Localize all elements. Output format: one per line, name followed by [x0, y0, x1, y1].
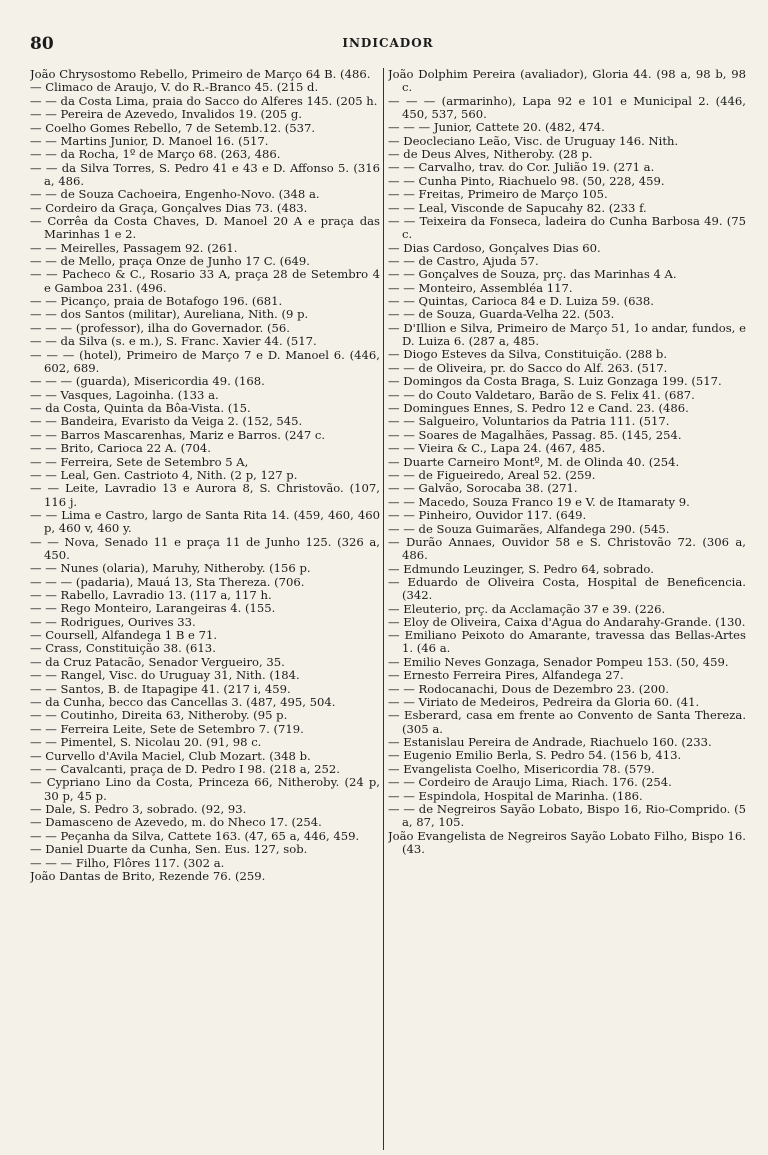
directory-entry: — — da Silva (s. e m.), S. Franc. Xavier 44. (517.: [30, 334, 317, 349]
directory-entry: — — dos Santos (militar), Aureliana, Nith. (9 p.: [30, 307, 309, 322]
directory-entry: — — de Mello, praça Onze de Junho 17 C. (649.: [30, 254, 310, 269]
directory-entry: — Diogo Esteves da Silva, Constituição. (288 b.: [388, 347, 668, 362]
directory-entry: — — Lima e Castro, largo de Santa Rita 14. (459, 460, 460 p, 460 v, 460 y.: [30, 507, 380, 536]
two-column-body: [30, 68, 746, 1147]
directory-entry: — — Cordeiro de Araujo Lima, Riach. 176. (254.: [388, 775, 672, 790]
directory-entry: — Ernesto Ferreira Pires, Alfandega 27.: [388, 668, 624, 683]
directory-entry: — Emilio Neves Gonzaga, Senador Pompeu 153. (50, 459.: [388, 654, 729, 669]
directory-entry: — de Deus Alves, Nitheroby. (28 p.: [388, 146, 593, 161]
directory-entry: — — Nunes (olaria), Maruhy, Nitheroby. (156 p.: [30, 561, 311, 576]
directory-entry: — — da Costa Lima, praia do Sacco do Alferes 145. (205 h.: [30, 93, 378, 108]
directory-entry: — — Picanço, praia de Botafogo 196. (681.: [30, 294, 283, 309]
directory-entry: — — — (hotel), Primeiro de Março 7 e D. Manoel 6. (446, 602, 689.: [30, 347, 380, 375]
directory-entry: — Eleuterio, prç. da Acclamação 37 e 39. (226.: [388, 601, 666, 616]
directory-entry: — — Leal, Gen. Castrioto 4, Nith. (2 p, 127 p.: [30, 467, 298, 482]
directory-entry: — Climaco de Araujo, V. do R.-Branco 45. (215 d.: [30, 80, 319, 95]
directory-entry: — — Freitas, Primeiro de Março 105.: [388, 187, 608, 202]
directory-entry: — — Rabello, Lavradio 13. (117 a, 117 h.: [30, 587, 272, 602]
directory-entry: — Crass, Constituição 38. (613.: [30, 641, 216, 656]
directory-entry: — — Barros Mascarenhas, Mariz e Barros. (247 c.: [30, 427, 326, 442]
directory-entry: — — Pereira de Azevedo, Invalidos 19. (205 g.: [30, 107, 302, 122]
directory-entry: — — Viriato de Medeiros, Pedreira da Gloria 60. (41.: [388, 695, 700, 710]
directory-entry: — — Rego Monteiro, Larangeiras 4. (155.: [30, 601, 276, 616]
directory-entry: — — de Negreiros Sayão Lobato, Bispo 16, Rio-Comprido. (5 a, 87, 105.: [388, 801, 746, 830]
directory-entry: — — do Couto Valdetaro, Barão de S. Felix 41. (687.: [388, 387, 695, 402]
directory-entry: — Coursell, Alfandega 1 B e 71.: [30, 628, 218, 643]
directory-entry: — Dale, S. Pedro 3, sobrado. (92, 93.: [30, 801, 247, 816]
directory-entry: — — de Souza Guimarães, Alfandega 290. (545.: [388, 521, 670, 536]
directory-entry: — — Quintas, Carioca 84 e D. Luiza 59. (638.: [388, 294, 654, 309]
directory-entry: — — Brito, Carioca 22 A. (704.: [30, 441, 211, 456]
directory-entry: — — de Castro, Ajuda 57.: [388, 253, 539, 268]
directory-entry: — Deocleciano Leão, Visc. de Uruguay 146. Nith.: [388, 133, 679, 148]
directory-entry: — — Peçanha da Silva, Cattete 163. (47, 65 a, 446, 459.: [30, 828, 360, 843]
directory-entry: — — Leite, Lavradio 13 e Aurora 8, S. Christovão. (107, 116 j.: [30, 481, 380, 509]
directory-entry: — — Espindola, Hospital de Marinha. (186.: [388, 788, 643, 803]
right-column: [388, 68, 746, 1147]
directory-entry: — — Bandeira, Evaristo da Veiga 2. (152, 545.: [30, 414, 303, 429]
column-divider: [383, 68, 384, 1150]
directory-entry: — Eloy de Oliveira, Caixa d'Agua do Andarahy-Grande. (130.: [388, 614, 746, 629]
directory-entry: — — Gonçalves de Souza, prç. das Marinhas 4 A.: [388, 267, 677, 282]
directory-entry: — — Coutinho, Direita 63, Nitheroby. (95 p.: [30, 708, 288, 723]
directory-entry: — Durão Annaes, Ouvidor 58 e S. Christovão 72. (306 a, 486.: [388, 534, 746, 563]
directory-entry: — — Teixeira da Fonseca, ladeira do Cunha Barbosa 49. (75 c.: [388, 213, 746, 242]
directory-entry: — Domingues Ennes, S. Pedro 12 e Cand. 23. (486.: [388, 401, 689, 416]
directory-entry: — Daniel Duarte da Cunha, Sen. Eus. 127, sob.: [30, 842, 308, 857]
directory-entry: — Cordeiro da Graça, Gonçalves Dias 73. (483.: [30, 200, 308, 215]
directory-entry: — — de Souza, Guarda-Velha 22. (503.: [388, 307, 615, 322]
directory-entry: — — — Filho, Flôres 117. (302 a.: [30, 855, 225, 870]
directory-entry: — — de Figueiredo, Areal 52. (259.: [388, 467, 596, 482]
directory-entry: — — Rodrigues, Ourives 33.: [30, 614, 196, 629]
running-title: INDICADOR: [342, 36, 434, 50]
directory-entry: — — Rangel, Visc. do Uruguay 31, Nith. (184.: [30, 668, 300, 683]
directory-entry: — — — Junior, Cattete 20. (482, 474.: [388, 120, 605, 135]
directory-entry: — — Pacheco & C., Rosario 33 A, praça 28 de Setembro 4 e Gamboa 231. (496.: [30, 267, 380, 295]
directory-entry: — — — (guarda), Misericordia 49. (168.: [30, 374, 265, 389]
directory-entry: — da Cruz Patacão, Senador Vergueiro, 35.: [30, 654, 285, 669]
directory-entry: João Chrysostomo Rebello, Primeiro de Março 64 B. (486.: [30, 68, 371, 81]
directory-entry: João Dantas de Brito, Rezende 76. (259.: [30, 868, 266, 883]
directory-entry: — Coelho Gomes Rebello, 7 de Setemb.12. (537.: [30, 120, 316, 135]
directory-entry: — — — (padaria), Mauá 13, Sta Thereza. (706.: [30, 574, 305, 589]
page-number: 80: [30, 34, 54, 54]
directory-entry: — — — (armarinho), Lapa 92 e 101 e Municipal 2. (446, 450, 537, 560.: [388, 93, 746, 121]
directory-entry: — — Monteiro, Assembléa 117.: [388, 280, 573, 295]
directory-entry: — da Cunha, becco das Cancellas 3. (487, 495, 504.: [30, 695, 336, 710]
directory-entry: — Eduardo de Oliveira Costa, Hospital de Beneficencia. (342.: [388, 574, 746, 603]
directory-entry: — — Macedo, Souza Franco 19 e V. de Itamaraty 9.: [388, 494, 690, 509]
directory-entry: — — Cavalcanti, praça de D. Pedro I 98. (218 a, 252.: [30, 762, 340, 776]
directory-entry: João Evangelista de Negreiros Sayão Lobato Filho, Bispo 16. (43.: [388, 828, 746, 856]
directory-entry: — — Santos, B. de Itapagipe 41. (217 i, 459.: [30, 681, 291, 696]
directory-entry: — D'Illion e Silva, Primeiro de Março 51, 1o andar, fundos, e D. Luiza 6. (287 a, 485.: [388, 320, 746, 349]
left-column: [30, 68, 380, 1147]
directory-entry: — — Soares de Magalhães, Passag. 85. (145, 254.: [388, 427, 682, 442]
directory-entry: — — Ferreira, Sete de Setembro 5 A,: [30, 454, 249, 469]
directory-entry: — — Pinheiro, Ouvidor 117. (649.: [388, 508, 587, 523]
directory-entry: — Edmundo Leuzinger, S. Pedro 64, sobrado.: [388, 561, 654, 576]
directory-entry: — — de Souza Cachoeira, Engenho-Novo. (348 a.: [30, 187, 320, 202]
directory-entry: — Cypriano Lino da Costa, Princeza 66, Nitheroby. (24 p, 30 p, 45 p.: [30, 775, 380, 803]
directory-entry: — Evangelista Coelho, Misericordia 78. (579.: [388, 761, 655, 776]
directory-entry: — — Vasques, Lagoinha. (133 a.: [30, 387, 219, 402]
directory-entry: — — de Oliveira, pr. do Sacco do Alf. 263. (517.: [388, 360, 668, 375]
directory-entry: — — Pimentel, S. Nicolau 20. (91, 98 c.: [30, 735, 262, 750]
page-header: [30, 30, 746, 56]
directory-entry: — — Salgueiro, Voluntarios da Patria 111. (517.: [388, 414, 670, 429]
directory-entry: — — Martins Junior, D. Manoel 16. (517.: [30, 133, 269, 148]
directory-entry: — — Galvão, Sorocaba 38. (271.: [388, 481, 578, 496]
directory-entry: — — Nova, Senado 11 e praça 11 de Junho 125. (326 a, 450.: [30, 534, 380, 562]
directory-entry: — — Leal, Visconde de Sapucahy 82. (233 f.: [388, 200, 647, 215]
directory-entry: — — Vieira & C., Lapa 24. (467, 485.: [388, 441, 606, 456]
directory-entry: — — — (professor), ilha do Governador. (56.: [30, 320, 290, 335]
directory-entry: — — Carvalho, trav. do Cor. Julião 19. (271 a.: [388, 160, 655, 175]
directory-entry: — Esberard, casa em frente ao Convento de Santa Thereza. (305 a.: [388, 708, 746, 736]
directory-entry: — Damasceno de Azevedo, m. do Nheco 17. (254.: [30, 815, 322, 830]
directory-entry: — — Ferreira Leite, Sete de Setembro 7. (719.: [30, 721, 304, 736]
directory-entry: — — Rodocanachi, Dous de Dezembro 23. (200.: [388, 681, 670, 696]
directory-entry: — — da Rocha, 1º de Março 68. (263, 486.: [30, 147, 281, 162]
directory-entry: — — Cunha Pinto, Riachuelo 98. (50, 228, 459.: [388, 173, 665, 188]
directory-entry: — Duarte Carneiro Montº, M. de Olinda 40. (254.: [388, 454, 680, 469]
directory-entry: — Corrêa da Costa Chaves, D. Manoel 20 A e praça das Marinhas 1 e 2.: [30, 214, 380, 242]
directory-entry: — Domingos da Costa Braga, S. Luiz Gonzaga 199. (517.: [388, 374, 722, 389]
directory-entry: — da Costa, Quinta da Bôa-Vista. (15.: [30, 401, 251, 416]
directory-entry: — Curvello d'Avila Maciel, Club Mozart. (348 b.: [30, 748, 311, 763]
directory-entry: — — da Silva Torres, S. Pedro 41 e 43 e D. Affonso 5. (316 a, 486.: [30, 160, 380, 188]
directory-entry: — — Meirelles, Passagem 92. (261.: [30, 240, 238, 255]
directory-entry: — Dias Cardoso, Gonçalves Dias 60.: [388, 240, 601, 255]
directory-entry: — Emiliano Peixoto do Amarante, travessa das Bellas-Artes 1. (46 a.: [388, 628, 746, 656]
directory-entry: — Eugenio Emilio Berla, S. Pedro 54. (156 b, 413.: [388, 748, 682, 763]
directory-entry: João Dolphim Pereira (avaliador), Gloria 44. (98 a, 98 b, 98 c.: [388, 68, 746, 95]
directory-entry: — Estanislau Pereira de Andrade, Riachuelo 160. (233.: [388, 735, 712, 750]
